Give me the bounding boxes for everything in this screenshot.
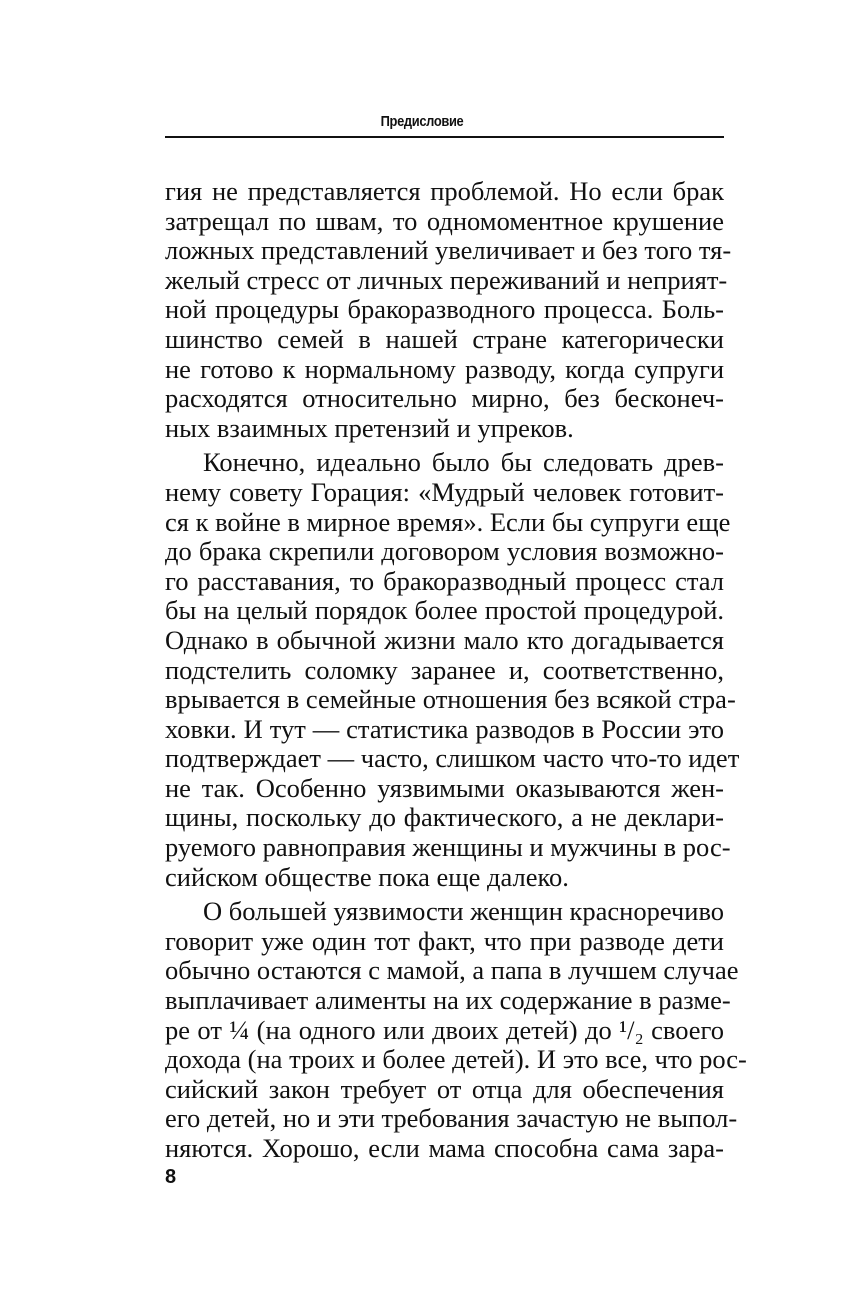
text-line: О большей уязвимости женщин красноречиво: [203, 896, 725, 927]
page-number: 8: [165, 1166, 177, 1188]
text-line: ных взаимных претензий и упреков.: [165, 412, 574, 443]
text-line: Конечно, идеально было бы следовать древ-: [203, 447, 724, 478]
text-line: нему совету Горация: «Мудрый человек готовит-: [165, 476, 724, 507]
text-line: до брака скрепили договором условия возможно-: [165, 536, 724, 567]
text-line: гия не представляется проблемой. Но если брак: [165, 176, 724, 206]
text-line: подстелить соломку заранее и, соответственно,: [165, 654, 724, 685]
text-line: руемого равноправия женщины и мужчины в рос-: [165, 832, 731, 863]
body-text: [165, 176, 747, 1164]
paragraph: [165, 896, 747, 1163]
header-rule: [165, 136, 724, 138]
text-line: выплачивает алименты на их содержание в разме-: [165, 985, 731, 1016]
text-line: ной процедуры бракоразводного процесса. Боль-: [165, 294, 724, 325]
text-line: го расставания, то бракоразводный процесс стал: [165, 565, 724, 596]
text-line: подтверждает — часто, слишком часто что-то идет: [165, 743, 740, 774]
text-line: врывается в семейные отношения без всякой стра-: [165, 684, 736, 715]
text-line: няются. Хорошо, если мама способна сама зара-: [165, 1133, 724, 1163]
text-line: не так. Особенно уязвимыми оказываются жен-: [165, 772, 724, 803]
text-line: ся к войне в мирное время». Если бы супруги еще: [165, 506, 731, 537]
paragraph: [165, 447, 740, 892]
text-line: сийский закон требует от отца для обеспечения: [165, 1073, 724, 1104]
text-line: расходятся относительно мирно, без бесконеч-: [165, 383, 724, 414]
text-line: говорит уже один тот факт, что при разводе дети: [165, 925, 724, 956]
paragraph: [165, 176, 732, 443]
text-line: ложных представлений увеличивает и без того тя-: [165, 235, 732, 266]
text-line: Однако в обычной жизни мало кто догадывается: [165, 624, 724, 655]
text-line: желый стресс от личных переживаний и неприят-: [165, 264, 728, 295]
text-line: его детей, но и эти требования зачастую не выпол-: [165, 1103, 738, 1134]
text-line: не готово к нормальному разводу, когда супруги: [165, 353, 724, 384]
text-line: бы на целый порядок более простой процедурой.: [165, 595, 724, 626]
text-line: обычно остаются с мамой, а папа в лучшем случае: [165, 955, 739, 986]
text-line: ховки. И тут — статистика разводов в России это: [165, 713, 724, 744]
text-line: щины, поскольку до фактического, а не деклари-: [165, 802, 724, 833]
running-head-title: Предисловие: [380, 113, 464, 130]
text-line: шинство семей в нашей стране категорически: [165, 323, 724, 354]
text-line: сийском обществе пока еще далеко.: [165, 861, 569, 892]
text-line: затрещал по швам, то одномоментное крушение: [165, 205, 724, 236]
text-line: дохода (на троих и более детей). И это все, что рос-: [165, 1044, 747, 1075]
text-line: ре от ¼ (на одного или двоих детей) до ¹/₂ своего: [165, 1014, 724, 1045]
